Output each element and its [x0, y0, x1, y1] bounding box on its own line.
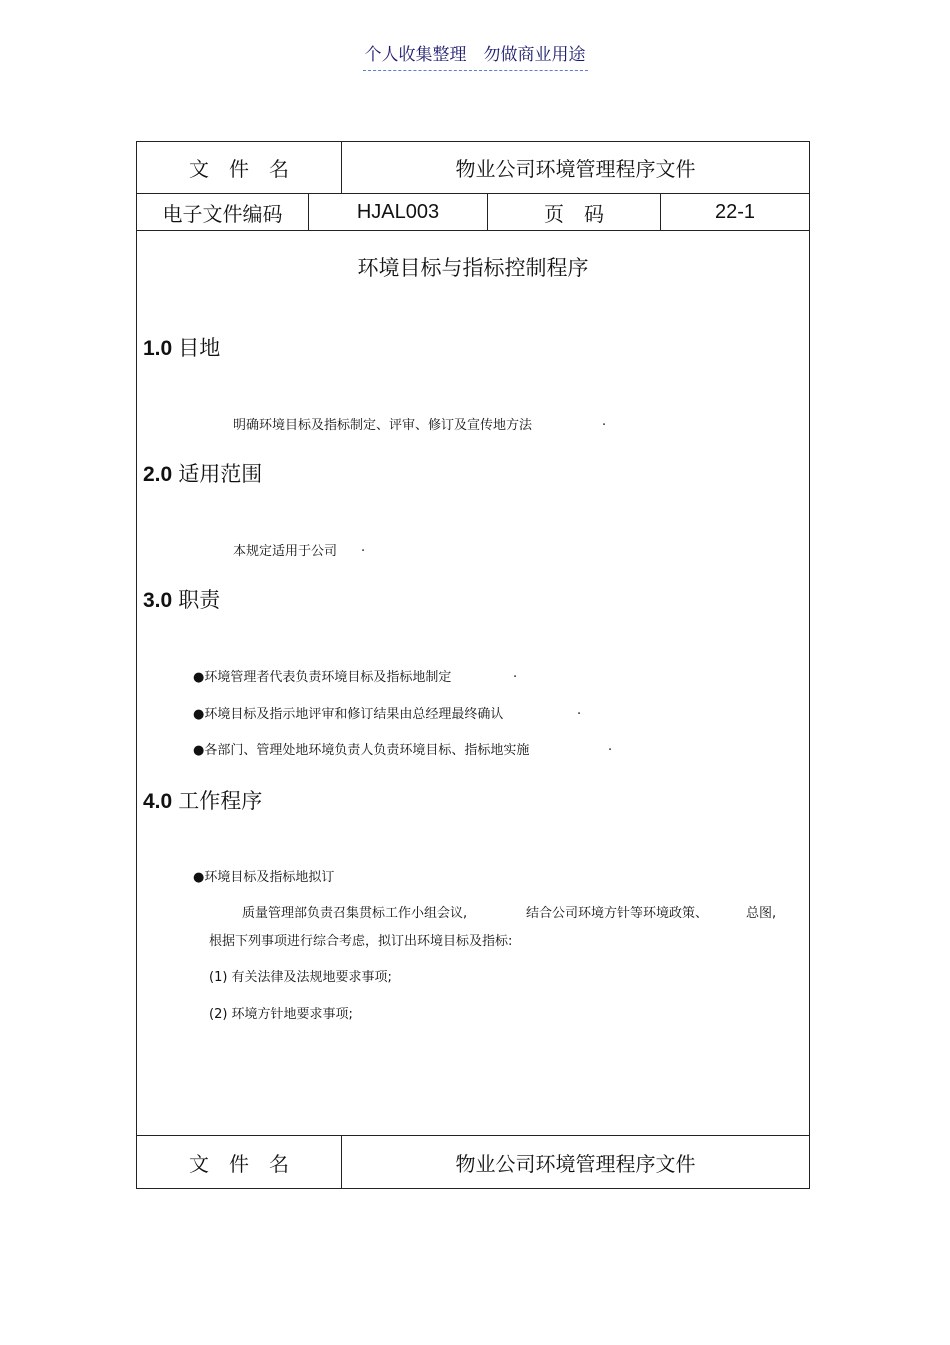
procedure-list-item: (2) 环境方针地要求事项; [209, 1007, 353, 1022]
procedure-bullet: ●环境目标及指标地拟订 [193, 870, 335, 885]
file-name-label: 文 件 名 [137, 142, 342, 193]
responsibility-item-end: . [513, 666, 518, 681]
section-2-text: 本规定适用于公司 [233, 544, 338, 559]
procedure-para-part: 质量管理部负责召集贯标工作小组会议, [242, 906, 468, 921]
procedure-para-line: 根据下列事项进行综合考虑，拟订出环境目标及指标: [209, 934, 513, 949]
header-row-code [137, 194, 809, 231]
header-row-file-name [137, 142, 809, 194]
procedure-list-item: (1) 有关法律及法规地要求事项; [209, 970, 392, 985]
responsibility-item: ●环境管理者代表负责环境目标及指标地制定 [193, 670, 452, 685]
section-heading-1 [143, 332, 220, 362]
file-name-value: 物业公司环境管理程序文件 [455, 157, 696, 181]
section-title: 目地 [178, 336, 221, 360]
footer-file-name-label: 文 件 名 [137, 1136, 342, 1189]
page-value: 22-1 [714, 200, 756, 223]
procedure-para-part: 总图, [746, 906, 777, 921]
section-title: 工作程序 [178, 789, 263, 813]
section-title: 适用范围 [178, 462, 263, 486]
section-number: 1.0 [143, 337, 173, 360]
page-label: 页 码 [488, 194, 661, 230]
watermark [0, 40, 950, 65]
responsibility-item: ●各部门、管理处地环境负责人负责环境目标、指标地实施 [193, 743, 530, 758]
footer-row-file-name [137, 1135, 809, 1189]
section-heading-3 [143, 584, 220, 614]
watermark-text: 个人收集整理 勿做商业用途 [363, 45, 588, 71]
section-heading-2 [143, 458, 262, 488]
section-number: 3.0 [143, 589, 173, 612]
procedure-para-part: 结合公司环境方针等环境政策、 [526, 906, 709, 921]
code-label: 电子文件编码 [137, 194, 309, 230]
section-1-end: . [602, 414, 607, 429]
responsibility-item-end: . [577, 703, 582, 718]
document-title: 环境目标与指标控制程序 [357, 256, 589, 280]
responsibility-item-end: . [608, 739, 613, 754]
footer-file-name-value: 物业公司环境管理程序文件 [455, 1152, 696, 1176]
section-2-end: . [361, 540, 366, 555]
code-value: HJAL003 [309, 194, 488, 230]
section-number: 2.0 [143, 463, 173, 486]
section-title: 职责 [178, 588, 221, 612]
responsibility-item: ●环境目标及指示地评审和修订结果由总经理最终确认 [193, 707, 504, 722]
section-heading-4 [143, 785, 262, 815]
document-frame [136, 141, 810, 1189]
section-number: 4.0 [143, 790, 173, 813]
section-1-text: 明确环境目标及指标制定、评审、修订及宣传地方法 [233, 418, 533, 433]
